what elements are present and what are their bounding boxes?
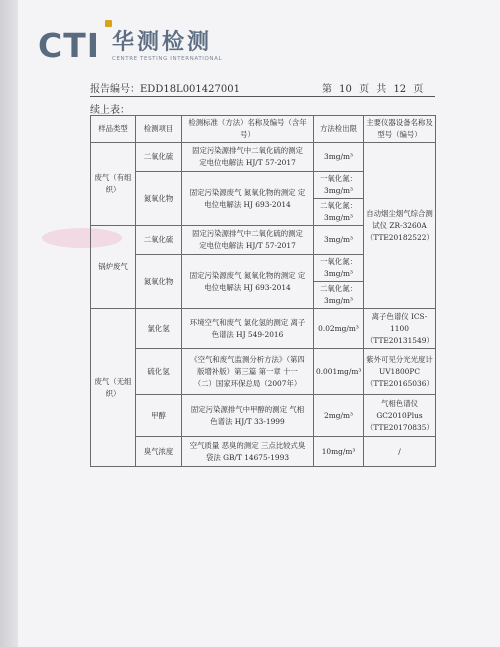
- test-item-cell: 臭气浓度: [136, 437, 182, 467]
- limit-cell: 二氧化氮：3mg/m³: [314, 282, 364, 309]
- sample-type-cell: 废气（有组织）: [91, 143, 136, 226]
- instrument-cell: 紫外可见分光光度计 UV1800PC（TTE20165036）: [364, 349, 436, 395]
- report-number: 报告编号：EDD18L001427001: [90, 84, 240, 95]
- col-header-test-item: 检测项目: [136, 116, 182, 143]
- standard-cell: 固定污染源排气中甲醇的测定 气相色谱法 HJ/T 33-1999: [182, 395, 314, 437]
- limit-cell: 3mg/m³: [314, 226, 364, 255]
- test-methods-table: [90, 115, 436, 467]
- test-item-cell: 二氧化硫: [136, 226, 182, 255]
- col-header-detection-limit: 方法检出限: [314, 116, 364, 143]
- limit-cell: 0.001mg/m³: [314, 349, 364, 395]
- limit-cell: 10mg/m³: [314, 437, 364, 467]
- limit-cell: 二氧化氮：3mg/m³: [314, 199, 364, 226]
- logo-mark: CTI: [38, 26, 101, 65]
- instrument-cell: 离子色谱仪 ICS-1100（TTE20131549）: [364, 309, 436, 349]
- test-item-cell: 硫化氢: [136, 349, 182, 395]
- standard-cell: 环境空气和废气 氯化氢的测定 离子色谱法 HJ 549-2016: [182, 309, 314, 349]
- test-item-cell: 氮氧化物: [136, 172, 182, 226]
- logo-chinese-name: 华测检测: [112, 30, 213, 55]
- limit-cell: 0.02mg/m³: [314, 309, 364, 349]
- instrument-cell: 气相色谱仪 GC2010Plus（TTE20170835）: [364, 395, 436, 437]
- company-logo: [38, 22, 223, 65]
- col-header-instrument: 主要仪器设备名称及型号（编号）: [364, 116, 436, 143]
- limit-cell: 2mg/m³: [314, 395, 364, 437]
- standard-cell: 固定污染源排气中二氧化硫的测定 定电位电解法 HJ/T 57-2017: [182, 143, 314, 172]
- instrument-cell: /: [364, 437, 436, 467]
- col-header-sample-type: 样品类型: [91, 116, 136, 143]
- standard-cell: 固定污染源排气中二氧化硫的测定 定电位电解法 HJ/T 57-2017: [182, 226, 314, 255]
- standard-cell: 固定污染源废气 氮氧化物的测定 定电位电解法 HJ 693-2014: [182, 255, 314, 309]
- test-item-cell: 氯化氢: [136, 309, 182, 349]
- limit-cell: 3mg/m³: [314, 143, 364, 172]
- page-number: 第 10 页 共 12 页: [322, 84, 424, 95]
- logo-english-name: CENTRE TESTING INTERNATIONAL: [112, 56, 223, 62]
- standard-cell: 固定污染源废气 氮氧化物的测定 定电位电解法 HJ 693-2014: [182, 172, 314, 226]
- continued-label: 续上表：: [90, 105, 130, 116]
- test-item-cell: 氮氧化物: [136, 255, 182, 309]
- standard-cell: 空气质量 恶臭的测定 三点比较式臭袋法 GB/T 14675-1993: [182, 437, 314, 467]
- sample-type-cell: 废气（无组织）: [91, 309, 136, 467]
- test-item-cell: 二氧化硫: [136, 143, 182, 172]
- instrument-cell: 自动烟尘烟气综合测试仪 ZR-3260A（TTE20182522）: [364, 143, 436, 309]
- test-item-cell: 甲醇: [136, 395, 182, 437]
- limit-cell: 一氧化氮：3mg/m³: [314, 255, 364, 282]
- standard-cell: 《空气和废气监测分析方法》（第四版增补版）第三篇 第一章 十一（二）国家环保总局（2007年）: [182, 349, 314, 395]
- sample-type-cell: 锅炉废气: [91, 226, 136, 309]
- header-divider: [90, 96, 435, 97]
- page-edge-shadow: [0, 0, 18, 647]
- col-header-standard: 检测标准（方法）名称及编号（含年号）: [182, 116, 314, 143]
- logo-dot-icon: [105, 20, 112, 27]
- limit-cell: 一氧化氮：3mg/m³: [314, 172, 364, 199]
